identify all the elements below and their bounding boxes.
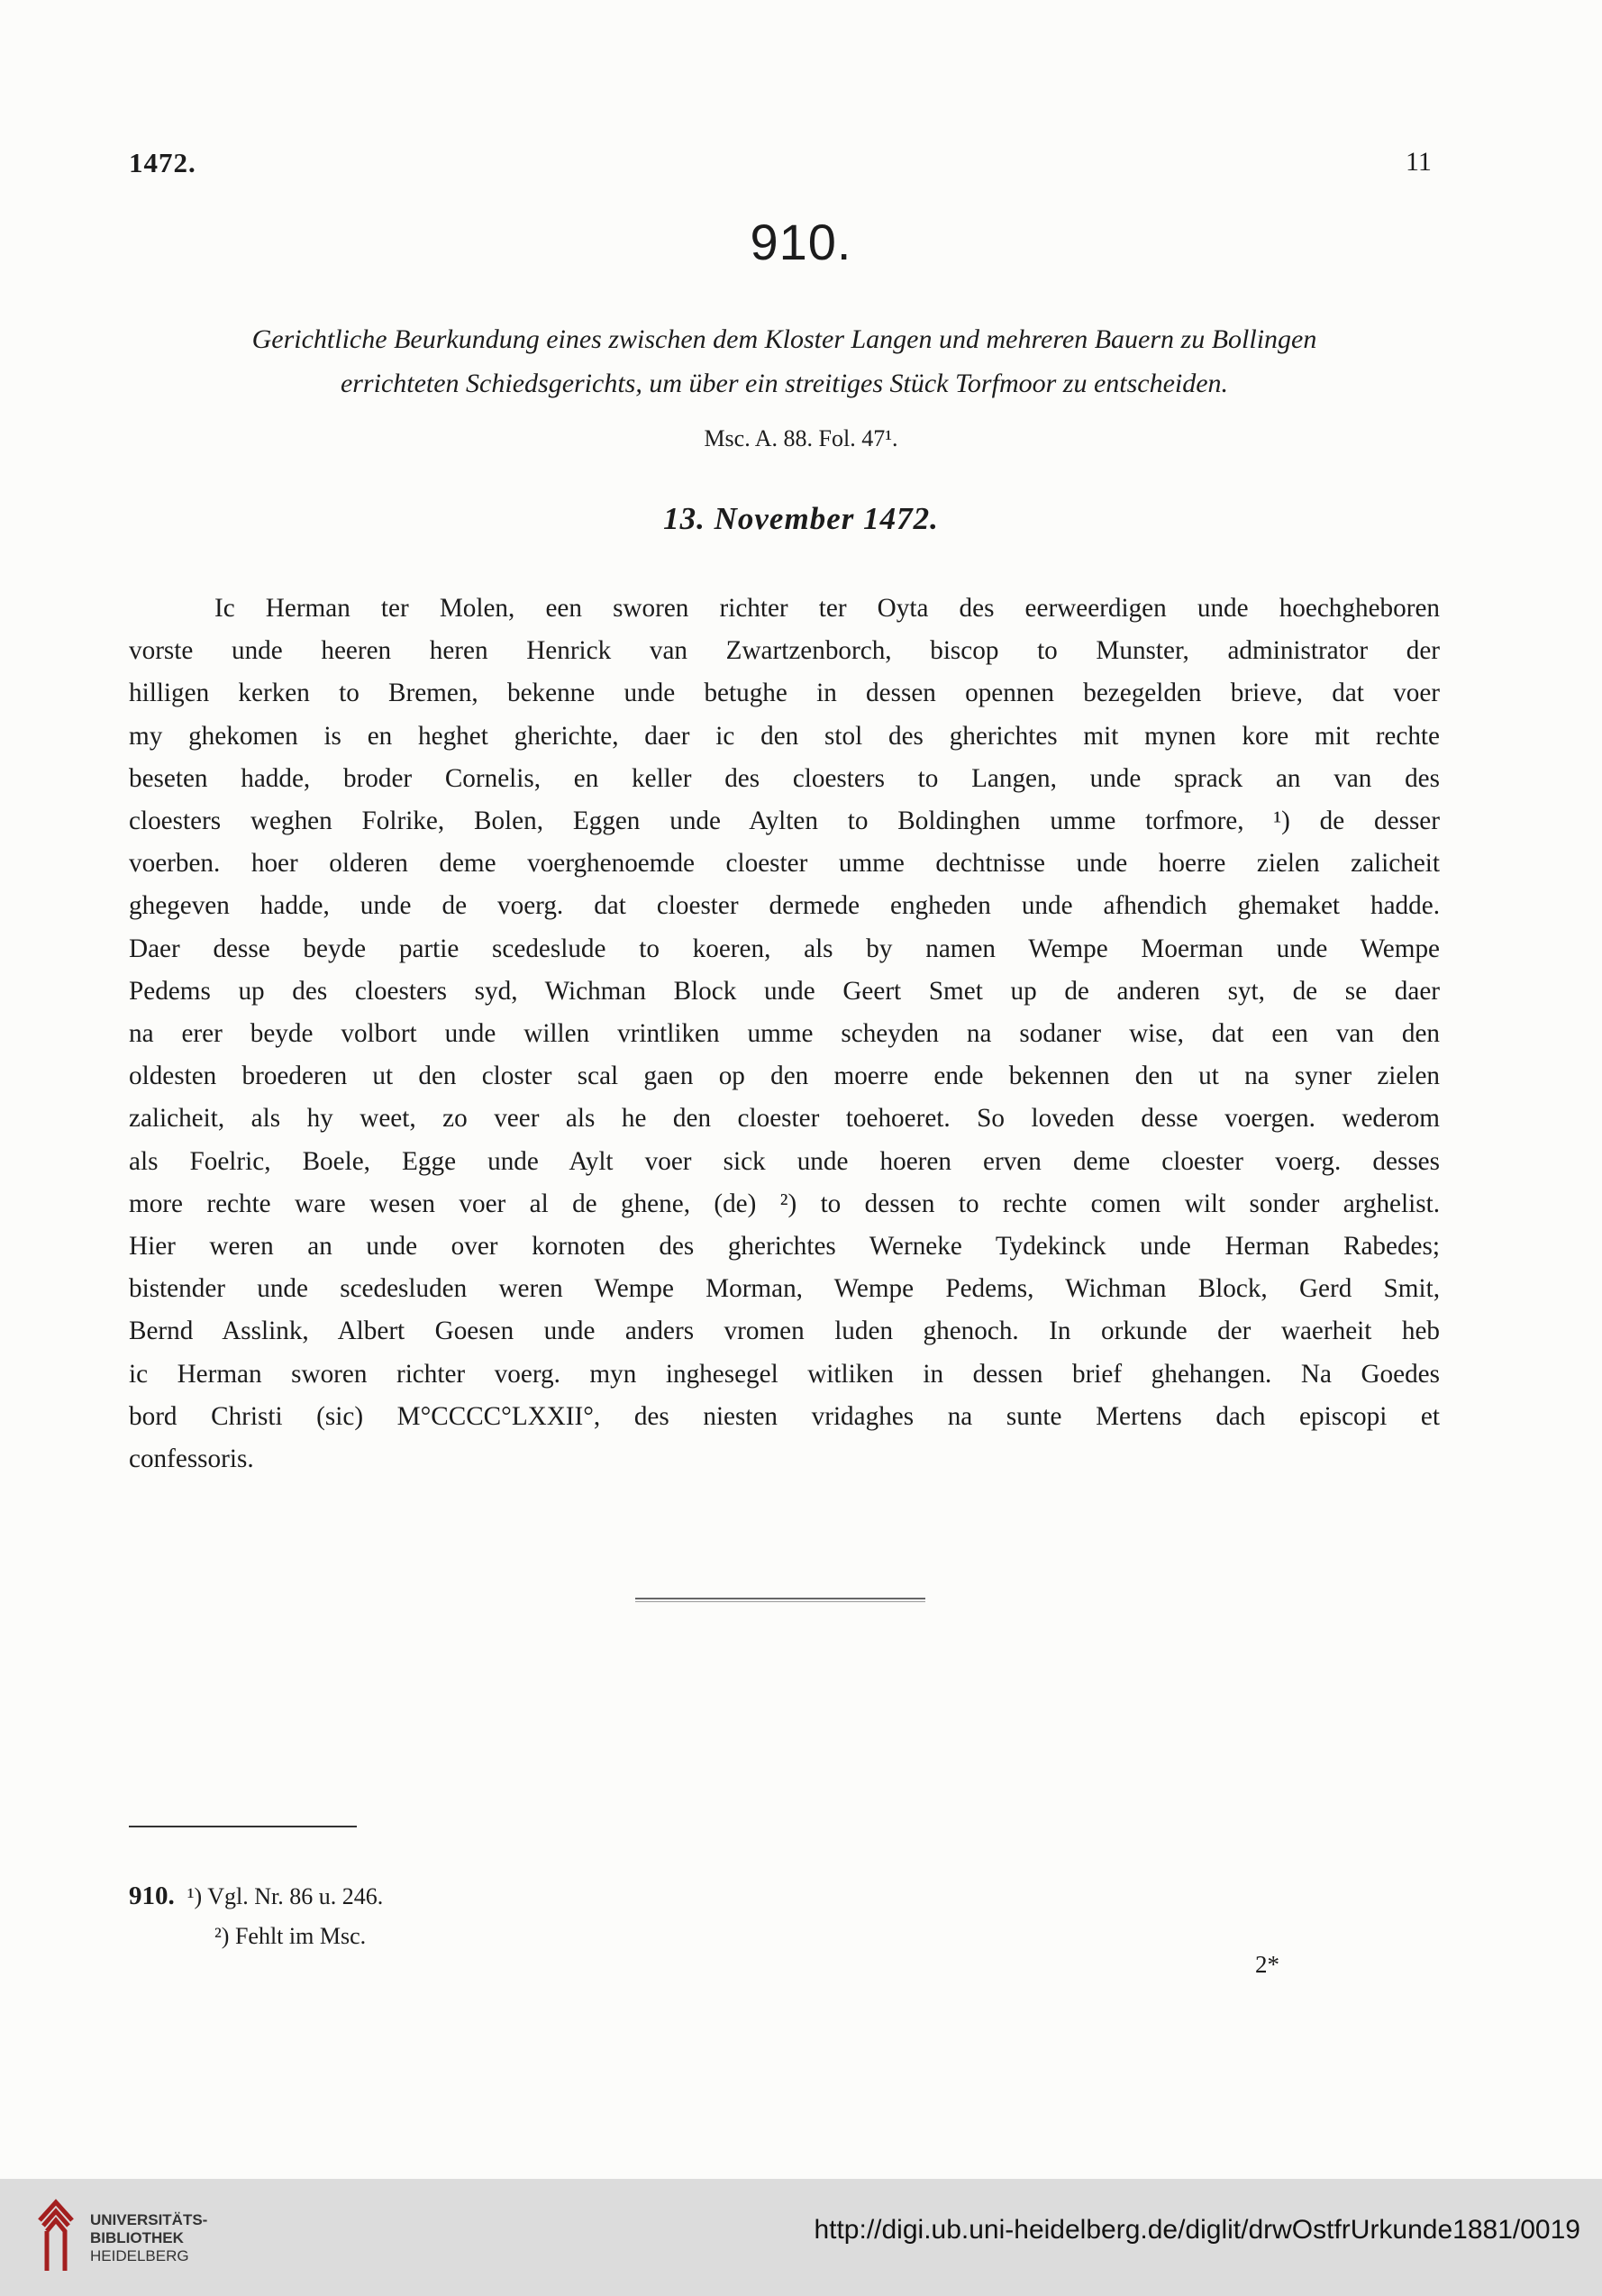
section-divider	[635, 1598, 925, 1599]
document-title-line: Gerichtliche Beurkundung eines zwischen dem Kloster Langen und mehreren Bauern zu Bollingen	[251, 324, 1317, 354]
body-line: Pedems up des cloesters syd, Wichman Block unde Geert Smet up de anderen syt, de se daer	[129, 976, 1440, 1006]
signature-mark: 2*	[1255, 1951, 1279, 1978]
body-line: voerben. hoer olderen deme voerghenoemde cloester umme dechtnisse unde hoerre zielen zalicheit	[129, 849, 1440, 879]
body-line: na erer beyde volbort unde willen vrintliken umme scheyden na sodaner wise, dat een van den	[129, 1019, 1440, 1049]
body-line: ic Herman sworen richter voerg. myn inghesegel witliken in dessen brief ghehangen. Na Goedes	[129, 1359, 1440, 1389]
body-line: zalicheit, als hy weet, zo veer als he den cloester toehoeret. So loveden desse voergen. wederom	[129, 1104, 1440, 1134]
library-name-line: UNIVERSITÄTS-	[90, 2211, 208, 2228]
document-number: 910.	[750, 214, 852, 270]
document-title-line: errichteten Schiedsgerichts, um über ein streitiges Stück Torfmoor zu entscheiden.	[340, 369, 1229, 398]
footer-bar	[0, 2179, 1602, 2296]
library-name-line: BIBLIOTHEK	[90, 2229, 184, 2246]
body-line: cloesters weghen Folrike, Bolen, Eggen unde Aylten to Boldinghen umme torfmore, ¹) de desser	[129, 806, 1440, 836]
body-line: Ic Herman ter Molen, een sworen richter ter Oyta des eerweerdigen unde hoechgheboren	[214, 594, 1440, 623]
running-header-year: 1472.	[129, 147, 196, 178]
source-url-link[interactable]: http://digi.ub.uni-heidelberg.de/diglit/drwOstfrUrkunde1881/0019	[814, 2215, 1580, 2245]
body-line: Bernd Asslink, Albert Goesen unde anders vromen luden ghenoch. In orkunde der waerheit heb	[129, 1317, 1440, 1346]
body-line: vorste unde heeren heren Henrick van Zwartzenborch, biscop to Munster, administrator der	[129, 636, 1440, 666]
document-body	[129, 588, 1440, 1481]
body-line: als Foelric, Boele, Egge unde Aylt voer sick unde hoeren erven deme cloester voerg. desses	[129, 1146, 1440, 1176]
library-name-line: HEIDELBERG	[90, 2247, 189, 2264]
footnote-text: ²) Fehlt im Msc.	[214, 1923, 367, 1949]
body-line: ghegeven hadde, unde de voerg. dat cloester dermede engheden unde afhendich ghemaket hadde.	[129, 891, 1440, 921]
body-line: beseten hadde, broder Cornelis, en keller des cloesters to Langen, unde sprack an van des	[129, 763, 1440, 793]
footnote-text: ¹) Vgl. Nr. 86 u. 246.	[187, 1883, 384, 1909]
library-logo-icon	[34, 2195, 77, 2278]
body-line: Daer desse beyde partie scedeslude to koeren, als by namen Wempe Moerman unde Wempe	[129, 934, 1440, 963]
document-title	[129, 317, 1440, 405]
footnote-document-number: 910.	[129, 1881, 175, 1910]
body-line: more rechte ware wesen voer al de ghene, (de) ²) to dessen to rechte comen wilt sonder arghelist.	[129, 1189, 1440, 1218]
document-date: 13. November 1472.	[663, 501, 939, 536]
body-line: bord Christi (sic) M°CCCC°LXXII°, des niesten vridaghes na sunte Mertens dach episcopi et	[129, 1401, 1440, 1431]
body-line: oldesten broederen ut den closter scal gaen op den moerre ende bekennen den ut na syner zielen	[129, 1061, 1440, 1091]
source-reference: Msc. A. 88. Fol. 47¹.	[704, 425, 898, 451]
footnotes	[129, 1876, 383, 1956]
footnote-1	[129, 1876, 383, 1917]
page-number: 11	[1406, 147, 1432, 177]
body-line: Hier weren an unde over kornoten des gherichtes Werneke Tydekinck unde Herman Rabedes;	[129, 1232, 1440, 1262]
library-name	[90, 2211, 207, 2265]
section-divider	[635, 1601, 925, 1602]
body-line: bistender unde scedesluden weren Wempe Morman, Wempe Pedems, Wichman Block, Gerd Smit,	[129, 1274, 1440, 1304]
body-line: hilligen kerken to Bremen, bekenne unde betughe in dessen opennen bezegelden brieve, dat voer	[129, 679, 1440, 708]
body-line: confessoris.	[129, 1444, 254, 1474]
body-line: my ghekomen is en heghet gherichte, daer ic den stol des gherichtes mit mynen kore mit rechte	[129, 721, 1440, 751]
footnote-2	[129, 1917, 383, 1956]
footnote-rule	[129, 1826, 357, 1827]
